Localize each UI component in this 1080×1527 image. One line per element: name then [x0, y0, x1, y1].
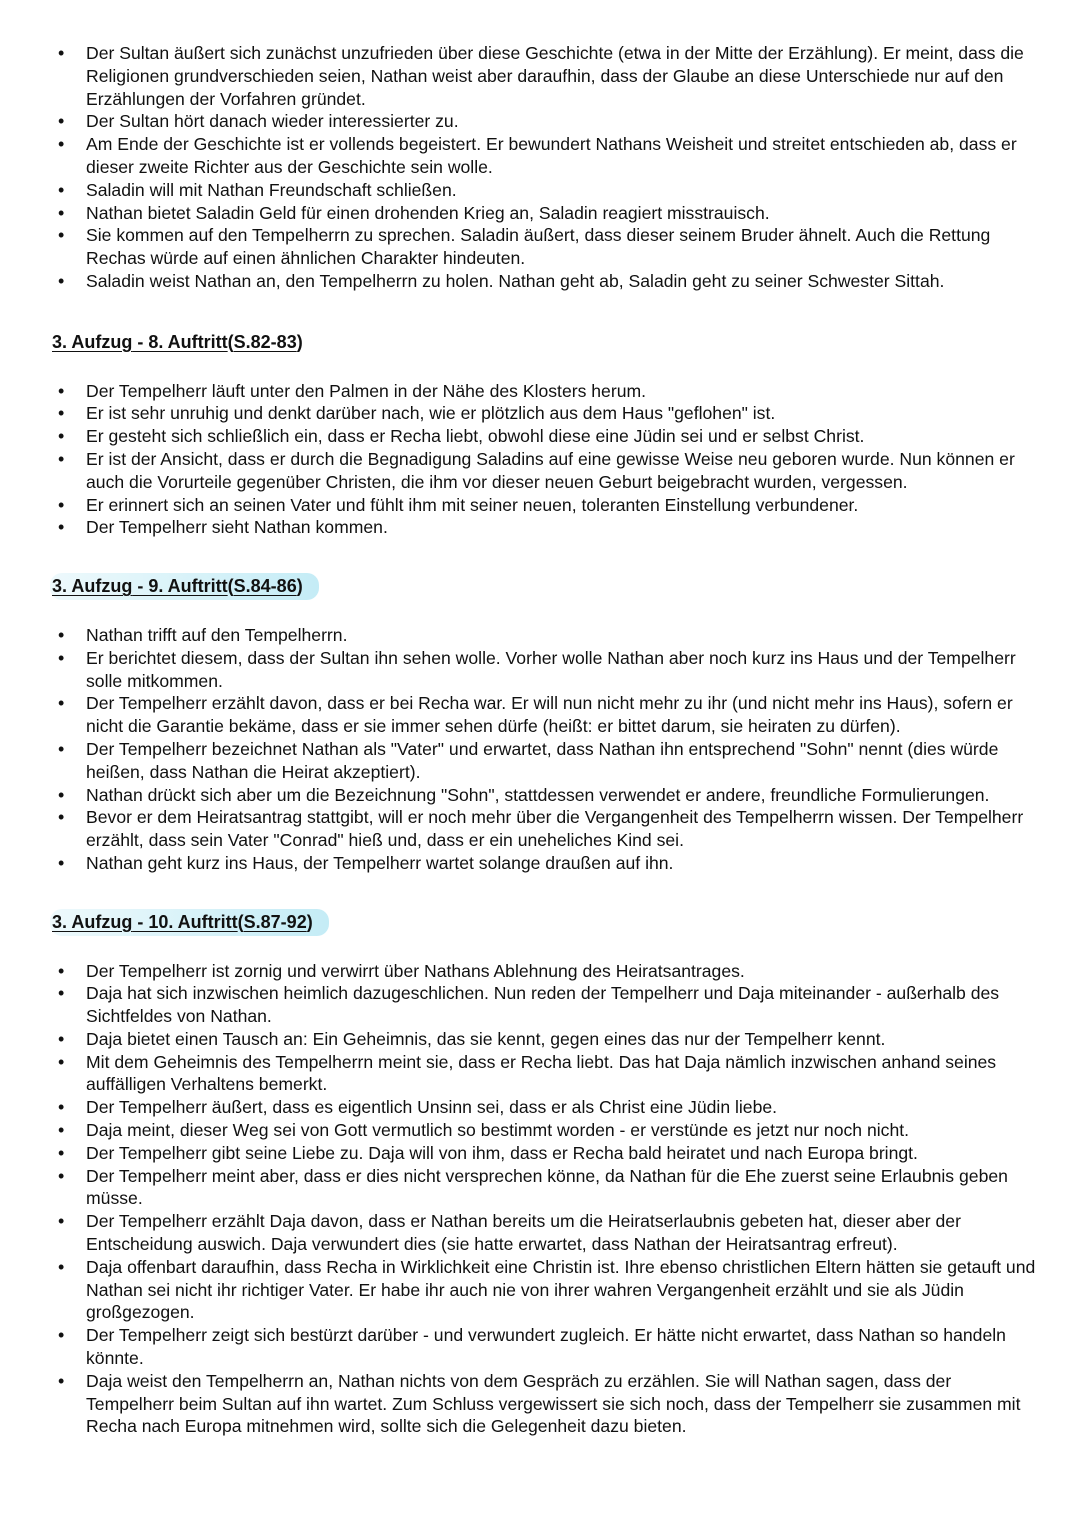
- heading-paren-open: (: [227, 576, 234, 597]
- list-item: • Der Tempelherr erzählt davon, dass er bei Recha war. Er will nun nicht mehr zu ihr (und nicht mehr ins Haus), sofern er nicht die Garantie bekäme, dass er sie immer sehen dürfe (heißt: er bittet darum, sie heiraten zu dürfen).: [50, 692, 1040, 738]
- list-item: • Der Tempelherr gibt seine Liebe zu. Daja will von ihm, dass er Recha bald heiratet und nach Europa bringt.: [50, 1142, 1040, 1165]
- list-item: • Bevor er dem Heiratsantrag stattgibt, will er noch mehr über die Vergangenheit des Tempelherrn wissen. Der Tempelherr erzählt, dass sein Vater "Conrad" hieß und, dass er ein uneheliches Kind sei.: [50, 806, 1040, 852]
- heading-auftritt: - 8. Auftritt: [132, 331, 228, 352]
- list-item: • Der Tempelherr erzählt Daja davon, dass er Nathan bereits um die Heiratserlaubnis gebeten hat, dieser aber der Entscheidung auswich. Daja verwundert dies (sie hatte erwartet, dass Nathan der Heiratsantrag erfreut).: [50, 1210, 1040, 1256]
- heading-auftritt: - 10. Auftritt: [132, 911, 238, 932]
- section-bullet-list: [50, 624, 1040, 875]
- section-auftritt-10: [50, 875, 1040, 1439]
- section-heading: [50, 573, 319, 600]
- list-item: • Er ist sehr unruhig und denkt darüber nach, wie er plötzlich aus dem Haus "geflohen" ist.: [50, 402, 1040, 425]
- heading-auftritt: - 9. Auftritt: [132, 576, 228, 597]
- list-item: • Nathan bietet Saladin Geld für einen drohenden Krieg an, Saladin reagiert misstrauisch.: [50, 202, 1040, 225]
- list-item: • Der Tempelherr zeigt sich bestürzt darüber - und verwundert zugleich. Er hätte nicht erwartet, dass Nathan so handeln könnte.: [50, 1324, 1040, 1370]
- list-item: • Er gesteht sich schließlich ein, dass er Recha liebt, obwohl diese eine Jüdin sei und er selbst Christ.: [50, 425, 1040, 448]
- list-item: • Der Tempelherr sieht Nathan kommen.: [50, 516, 1040, 539]
- list-item: • Nathan trifft auf den Tempelherrn.: [50, 624, 1040, 647]
- list-item: • Der Tempelherr bezeichnet Nathan als "Vater" und erwartet, dass Nathan ihn entsprechend "Sohn" nennt (dies würde heißen, dass Nathan die Heirat akzeptiert).: [50, 738, 1040, 784]
- list-item: • Der Sultan hört danach wieder interessierter zu.: [50, 110, 1040, 133]
- heading-aufzug: 3. Aufzug: [52, 331, 133, 352]
- list-item: • Daja hat sich inzwischen heimlich dazugeschlichen. Nun reden der Tempelherr und Daja miteinander - außerhalb des Sichtfeldes von Nathan.: [50, 982, 1040, 1028]
- list-item: • Er erinnert sich an seinen Vater und fühlt ihm mit seiner neuen, toleranten Einstellung verbundener.: [50, 494, 1040, 517]
- list-item: • Daja offenbart daraufhin, dass Recha in Wirklichkeit eine Christin ist. Ihre ebenso christlichen Eltern hätten sie getauft und Nathan sei nicht ihr richtiger Vater. Er habe ihr auch nie von ihrer wahren Vergangenheit erzählt und sie als Jüdin großgezogen.: [50, 1256, 1040, 1324]
- heading-aufzug: 3. Aufzug: [52, 911, 133, 932]
- list-item: • Nathan geht kurz ins Haus, der Tempelherr wartet solange draußen auf ihn.: [50, 852, 1040, 875]
- list-item: • Daja meint, dieser Weg sei von Gott vermutlich so bestimmt worden - er verstünde es jetzt nur noch nicht.: [50, 1119, 1040, 1142]
- heading-paren-open: (: [227, 331, 234, 352]
- list-item: • Er berichtet diesem, dass der Sultan ihn sehen wolle. Vorher wolle Nathan aber noch kurz ins Haus und der Tempelherr solle mitkommen.: [50, 647, 1040, 693]
- heading-pages: S.84-86: [233, 576, 297, 597]
- heading-pages: S.87-92: [243, 911, 307, 932]
- list-item: • Saladin will mit Nathan Freundschaft schließen.: [50, 179, 1040, 202]
- list-item: • Er ist der Ansicht, dass er durch die Begnadigung Saladins auf eine gewisse Weise neu geboren wurde. Nun können er auch die Vorurteile gegenüber Christen, die ihm vor dieser neuen Geburt beigebracht wurden, vergessen.: [50, 448, 1040, 494]
- section-bullet-list: [50, 380, 1040, 540]
- heading-paren-close: ): [296, 331, 303, 352]
- list-item: • Der Tempelherr meint aber, dass er dies nicht versprechen könne, da Nathan für die Ehe zuerst seine Erlaubnis geben müsse.: [50, 1165, 1040, 1211]
- section-bullet-list: [50, 960, 1040, 1439]
- section-auftritt-8: [50, 293, 1040, 539]
- intro-bullet-list: [50, 42, 1040, 293]
- section-heading: [50, 909, 329, 936]
- list-item: • Mit dem Geheimnis des Tempelherrn meint sie, dass er Recha liebt. Das hat Daja nämlich inzwischen anhand seines auffälligen Verhaltens bemerkt.: [50, 1051, 1040, 1097]
- section-auftritt-9: [50, 539, 1040, 875]
- heading-paren-close: ): [306, 911, 313, 932]
- list-item: • Der Tempelherr äußert, dass es eigentlich Unsinn sei, dass er als Christ eine Jüdin liebe.: [50, 1096, 1040, 1119]
- list-item: • Sie kommen auf den Tempelherrn zu sprechen. Saladin äußert, dass dieser seinem Bruder ähnelt. Auch die Rettung Rechas würde auf einen ähnlichen Charakter hindeuten.: [50, 224, 1040, 270]
- list-item: • Daja weist den Tempelherrn an, Nathan nichts von dem Gespräch zu erzählen. Sie will Nathan sagen, dass der Tempelherr beim Sultan auf ihn wartet. Zum Schluss vergewissert sie sich noch, dass der Tempelherr sie zusammen mit Recha nach Europa mitnehmen wird, sollte sich die Gelegenheit dazu bieten.: [50, 1370, 1040, 1438]
- section-heading: [50, 329, 319, 356]
- list-item: • Am Ende der Geschichte ist er vollends begeistert. Er bewundert Nathans Weisheit und streitet entschieden ab, dass er dieser zweite Richter aus der Geschichte sein wolle.: [50, 133, 1040, 179]
- heading-paren-close: ): [296, 576, 303, 597]
- list-item: • Der Tempelherr läuft unter den Palmen in der Nähe des Klosters herum.: [50, 380, 1040, 403]
- list-item: • Saladin weist Nathan an, den Tempelherrn zu holen. Nathan geht ab, Saladin geht zu seiner Schwester Sittah.: [50, 270, 1040, 293]
- heading-aufzug: 3. Aufzug: [52, 576, 133, 597]
- heading-paren-open: (: [237, 911, 244, 932]
- list-item: • Nathan drückt sich aber um die Bezeichnung "Sohn", stattdessen verwendet er andere, freundliche Formulierungen.: [50, 784, 1040, 807]
- heading-pages: S.82-83: [233, 331, 297, 352]
- list-item: • Der Sultan äußert sich zunächst unzufrieden über diese Geschichte (etwa in der Mitte der Erzählung). Er meint, dass die Religionen grundverschieden seien, Nathan weist aber daraufhin, dass der Glaube an diese Unterschiede nur auf den Erzählungen der Vorfahren gründet.: [50, 42, 1040, 110]
- list-item: • Daja bietet einen Tausch an: Ein Geheimnis, das sie kennt, gegen eines das nur der Tempelherr kennt.: [50, 1028, 1040, 1051]
- list-item: • Der Tempelherr ist zornig und verwirrt über Nathans Ablehnung des Heiratsantrages.: [50, 960, 1040, 983]
